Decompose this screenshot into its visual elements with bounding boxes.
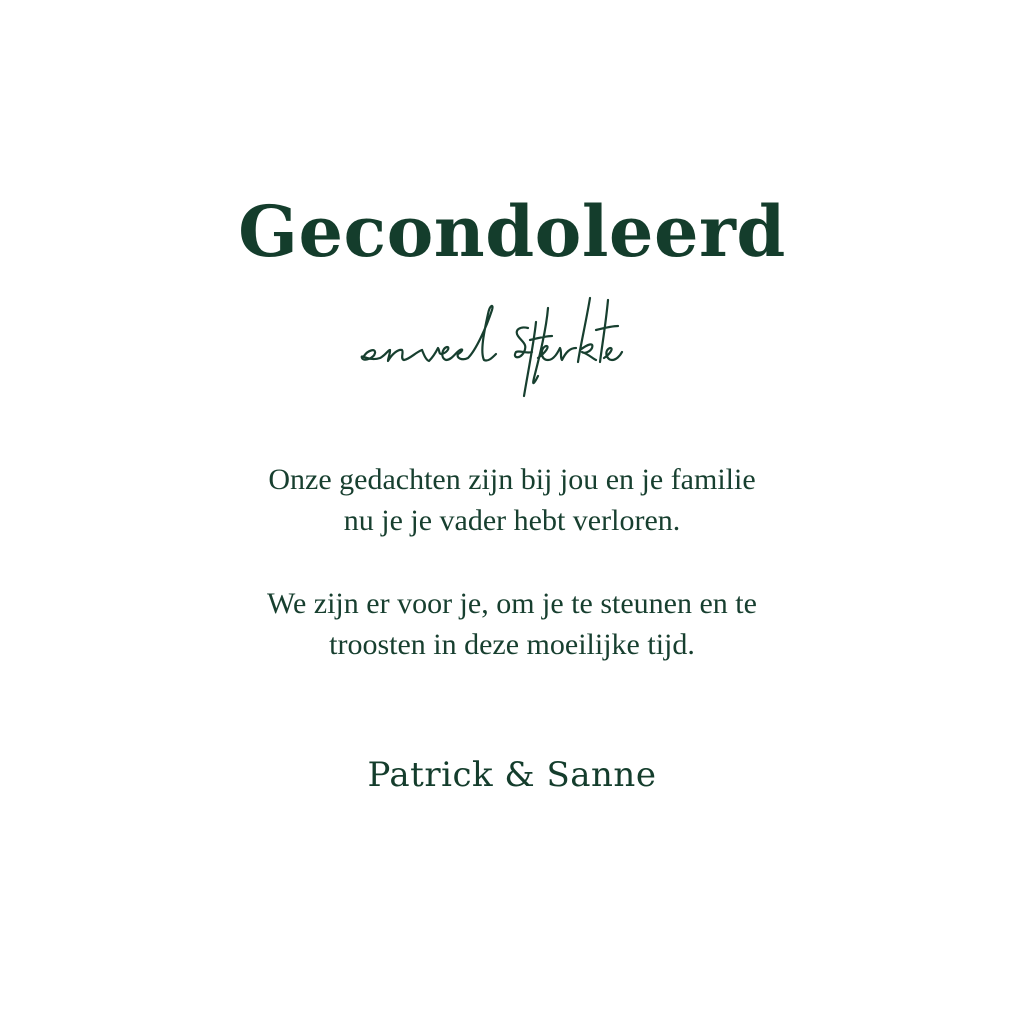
message-line: We zijn er voor je, om je te steunen en te (267, 587, 757, 620)
script-word-sterkte (515, 298, 622, 396)
message-line: Onze gedachten zijn bij jou en je familie (268, 463, 756, 496)
script-word-veel (422, 306, 496, 361)
message-paragraph-2 (212, 583, 812, 665)
script-subtitle (352, 292, 672, 412)
message-line: nu je je vader hebt verloren. (343, 504, 681, 537)
message-paragraph-1 (212, 459, 812, 541)
message-line: troosten in deze moeilijke tijd. (329, 628, 695, 661)
signature: Patrick & Sanne (367, 755, 657, 795)
script-word-en (362, 350, 422, 361)
card-title: Gecondoleerd (238, 190, 786, 273)
